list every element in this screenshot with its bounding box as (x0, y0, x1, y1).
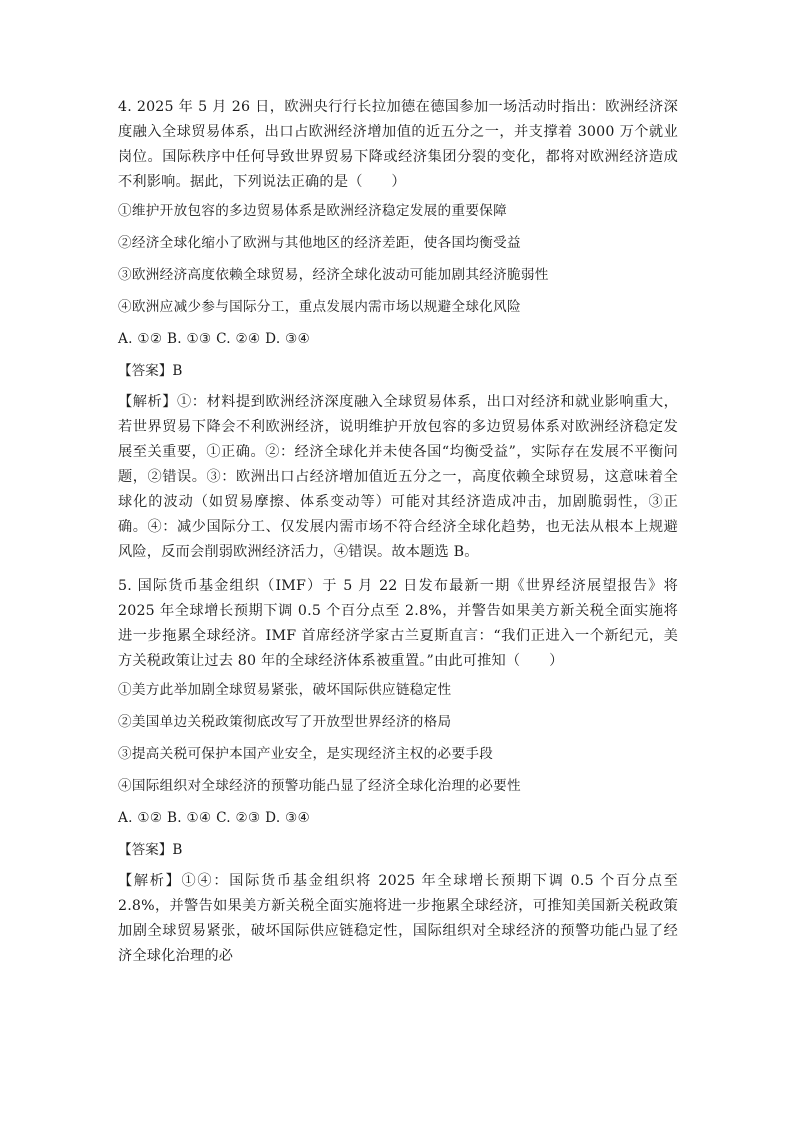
question-4-stem: 4. 2025 年 5 月 26 日，欧洲央行行长拉加德在德国参加一场活动时指出：欧洲经济深度融入全球贸易体系，出口占欧洲经济增加值的近五分之一，并支撑着 3000 万个就业岗位。国际秩序中任何导致世界贸易下降或经济集团分裂的变化，都将对欧洲经济造成不利影响。据此，下列说法正确的是（ ） (118, 99, 678, 190)
question-4-choices: A. ①② B. ①③ C. ②④ D. ③④ (118, 331, 311, 347)
question-4-answer: 【答案】B (118, 363, 183, 379)
question-4 (118, 95, 678, 565)
question-4-analysis: 【解析】①：材料提到欧洲经济深度融入全球贸易体系，出口对经济和就业影响重大，若世界贸易下降会不利欧洲经济，说明维护开放包容的多边贸易体系对欧洲经济稳定发展至关重要，①正确。②：经济全球化并未使各国“均衡受益”，实际存在发展不平衡问题，②错误。③：欧洲出口占经济增加值近五分之一，高度依赖全球贸易，这意味着全球化的波动（如贸易摩擦、体系变动等）可能对其经济造成冲击，加剧脆弱性，③正确。④：减少国际分工、仅发展内需市场不符合经济全球化趋势，也无法从根本上规避风险，反而会削弱欧洲经济活力，④错误。故本题选 B。 (118, 394, 678, 560)
question-5-analysis: 【解析】①④：国际货币基金组织将 2025 年全球增长预期下调 0.5 个百分点至 2.8%，并警告如果美方新关税全面实施将进一步拖累全球经济，可推知美国新关税政策加剧全球贸易紧张，破坏国际供应链稳定性，国际组织对全球经济的预警功能凸显了经济全球化治理的必 (118, 873, 678, 964)
question-5-choices: A. ①② B. ①④ C. ②③ D. ③④ (118, 810, 311, 826)
question-4-option-4: ④欧洲应减少参与国际分工，重点发展内需市场以规避全球化风险 (118, 299, 521, 315)
question-4-option-3: ③欧洲经济高度依赖全球贸易，经济全球化波动可能加剧其经济脆弱性 (118, 267, 549, 283)
question-5-answer: 【答案】B (118, 842, 183, 858)
question-5-option-3: ③提高关税可保护本国产业安全，是实现经济主权的必要手段 (118, 746, 494, 762)
question-5 (118, 574, 678, 969)
question-5-option-2: ②美国单边关税政策彻底改写了开放型世界经济的格局 (118, 714, 452, 730)
question-5-option-4: ④国际组织对全球经济的预警功能凸显了经济全球化治理的必要性 (118, 778, 521, 794)
question-5-option-1: ①美方此举加剧全球贸易紧张，破坏国际供应链稳定性 (118, 682, 452, 698)
document-page (118, 95, 678, 978)
question-4-option-2: ②经济全球化缩小了欧洲与其他地区的经济差距，使各国均衡受益 (118, 235, 521, 251)
question-4-option-1: ①维护开放包容的多边贸易体系是欧洲经济稳定发展的重要保障 (118, 203, 508, 219)
question-5-stem: 5. 国际货币基金组织（IMF）于 5 月 22 日发布最新一期《世界经济展望报告》将 2025 年全球增长预期下调 0.5 个百分点至 2.8%，并警告如果美方新关税全面实施将进一步拖累全球经济。IMF 首席经济学家古兰夏斯直言：“我们正进入一个新纪元，美方关税政策让过去 80 年的全球经济体系被重置。”由此可推知（ ） (118, 578, 678, 669)
